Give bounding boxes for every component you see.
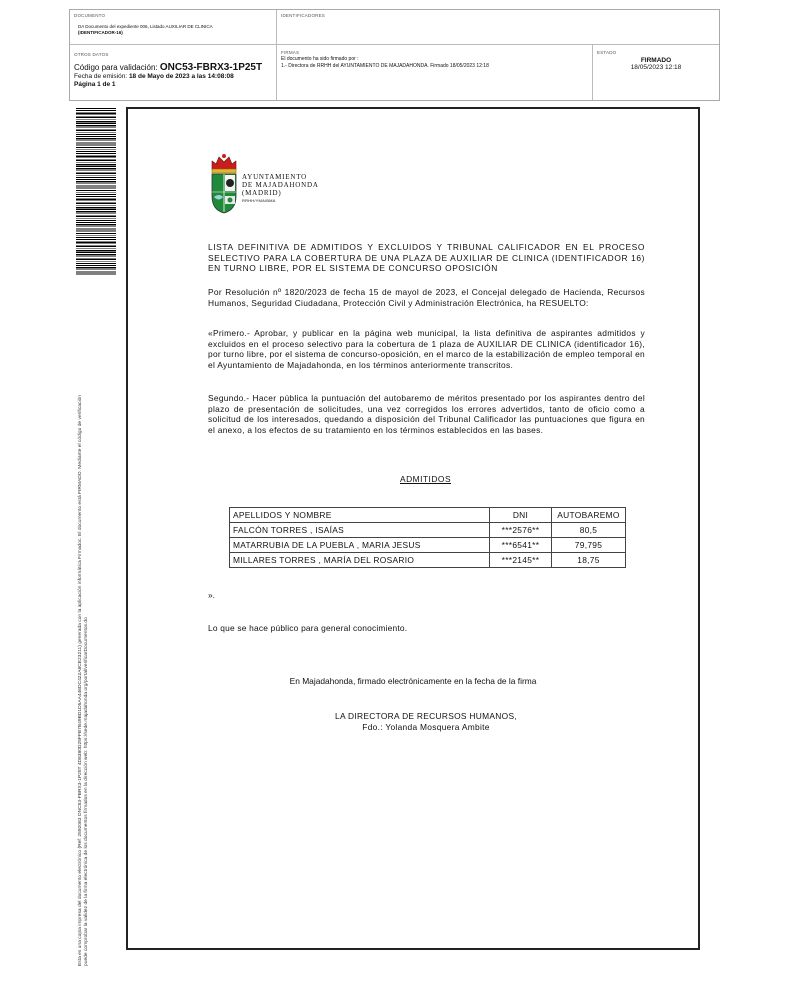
signer-role: LA DIRECTORA DE RECURSOS HUMANOS, [335, 711, 517, 721]
identificadores-cell [277, 10, 719, 45]
cell-name: MATARRUBIA DE LA PUEBLA , MARIA JESUS [230, 538, 490, 553]
institution-line-3: (MADRID) [242, 189, 282, 197]
documento-description [74, 24, 272, 36]
closing-quote: ». [208, 590, 215, 600]
publication-notice: Lo que se hace público para general conocimiento. [208, 623, 408, 633]
column-header-name: APELLIDOS Y NOMBRE [230, 508, 490, 523]
firmas-cell [277, 45, 593, 100]
page-info-text: Página 1 de 1 [74, 81, 116, 88]
estado-cell [593, 45, 719, 100]
table-row [230, 523, 626, 538]
validation-prefix: Código para validación: [74, 63, 158, 72]
resolution-paragraph: Por Resolución nº 1820/2023 de fecha 15 de mayol de 2023, el Concejal delegado de Hacienda, Recursos Humanos, Seguridad Ciudadana, Protección Civil y Administración Electrónica, ha RESUELTO: [208, 287, 645, 308]
primero-paragraph: «Primero.- Aprobar, y publicar en la página web municipal, la lista definitiva de aspirantes admitidos y excluidos en el proceso selectivo para la cobertura de 1 plaza de AUXILIAR DE CLINICA (identificador 16), por turno libre, por el sistema de concurso-oposición, en el marco de la estabilización de empleo temporal en el Ayuntamiento de Majadahonda, en los términos anteriormente transcritos. [208, 328, 645, 370]
documento-line-1: DA Documento del expediente 006, Listado AUXILIAR DE CLINICA [78, 24, 213, 29]
estado-label: ESTADO [597, 50, 617, 55]
cell-score: 80,5 [552, 523, 626, 538]
firmas-line-1: El documento ha sido firmado por : [281, 56, 359, 62]
institution-line-1: AYUNTAMIENTO [242, 173, 308, 181]
cell-name: MILLARES TORRES , MARÍA DEL ROSARIO [230, 553, 490, 568]
admitidos-heading: ADMITIDOS [400, 474, 452, 484]
cell-name: FALCÓN TORRES , ISAÍAS [230, 523, 490, 538]
documento-line-2: (IDENTIFICADOR-16) [78, 30, 123, 35]
validation-code: ONC53-FBRX3-1P25T [159, 62, 263, 73]
signature-block [126, 711, 726, 733]
cell-dni: ***2145** [490, 553, 552, 568]
cell-dni: ***6541** [490, 538, 552, 553]
emission-prefix: Fecha de emisión: [74, 73, 128, 80]
otros-datos-cell [70, 45, 277, 100]
emission-line [74, 73, 272, 81]
table-header-row [230, 508, 626, 523]
firmas-line-2: 1.- Directora de RRHH del AYUNTAMIENTO DE MAJADAHONDA. Firmado 18/05/2023 12:18 [281, 63, 489, 69]
column-header-autobaremo: AUTOBAREMO [552, 508, 626, 523]
barcode [76, 108, 116, 276]
verification-side-text [78, 276, 90, 966]
document-title: LISTA DEFINITIVA DE ADMITIDOS Y EXCLUIDOS Y TRIBUNAL CALIFICADOR EN EL PROCESO SELECTIVO PARA LA COBERTURA DE UNA PLAZA DE AUXILIAR DE CLINICA (IDENTIFICADOR 16) EN TURNO LIBRE, POR EL SISTEMA DE CONCURSO OPOSICIÓN [208, 242, 645, 273]
institution-name [242, 173, 319, 205]
cell-dni: ***2576** [490, 523, 552, 538]
cell-score: 79,795 [552, 538, 626, 553]
cell-score: 18,75 [552, 553, 626, 568]
table-row [230, 538, 626, 553]
firmas-text [281, 56, 588, 70]
identificadores-label: IDENTIFICADORES [281, 13, 326, 18]
page-info [74, 81, 272, 89]
emission-date: 18 de Mayo de 2023 a las 14:08:08 [128, 73, 234, 80]
department-ref: RRHH/YMA/BMA [242, 198, 276, 203]
signature-place: En Majadahonda, firmado electrónicamente en la fecha de la firma [289, 676, 537, 686]
segundo-paragraph: Segundo.- Hacer pública la puntuación del autobaremo de méritos presentado por los aspirantes dentro del plazo de presentación de solicitudes, una vez corregidos los errores advertidos, tanto de oficio como a solicitud de los interesados, quedando a disposición del Tribunal Calificador las puntuaciones que figura en el anexo, a los efectos de su tratamiento en los términos establecidos en las bases. [208, 393, 645, 435]
document-cell [70, 10, 277, 45]
signer-name: Fdo.: Yolanda Mosquera Ambite [362, 722, 490, 732]
coat-of-arms-logo [209, 152, 239, 214]
admitidos-table [229, 507, 626, 568]
validation-line [74, 62, 272, 73]
documento-label: DOCUMENTO [74, 13, 106, 18]
estado-date: 18/05/2023 12:18 [630, 64, 682, 71]
document-header [69, 9, 720, 101]
firmas-label: FIRMAS [281, 50, 300, 55]
estado-value: FIRMADO [640, 57, 672, 64]
institution-line-2: DE MAJADAHONDA [242, 181, 319, 189]
side-text-line-1: Esta es una copia impresa del documento electrónico (Ref: 2592083 ONC53-FBRX3-1P25T 4D8380D25FFB7B49BD1D5AA446DC422A8CE23211) generada con la aplicación informática Firmadoc. El documento está FIRMADO. Mediante el código de verificación [78, 395, 83, 966]
otros-datos-label: OTROS DATOS [74, 52, 109, 57]
side-text-line-2: puede comprobar la validez de la firma electrónica de los documentos firmados en la dirección web: https://sede.majadahonda.org/portal/verificarDocumentos.do [84, 617, 89, 966]
table-row [230, 553, 626, 568]
column-header-dni: DNI [490, 508, 552, 523]
